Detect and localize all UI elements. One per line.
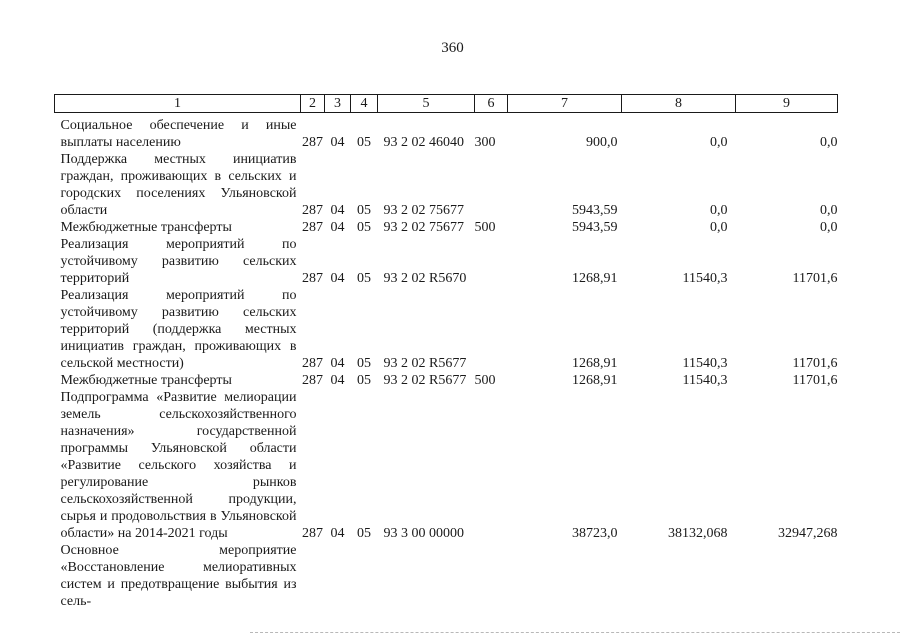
cell-amount-year1: 5943,59 (572, 220, 618, 235)
cell-expense-type (475, 287, 508, 372)
cell-expense-type (475, 389, 508, 542)
cell-subsection: 05 (357, 203, 371, 218)
cell-amount-year3 (736, 542, 838, 610)
cell-target-code (378, 542, 475, 610)
cell-subsection: 05 (357, 271, 371, 286)
cell-expense-type: 300 (474, 135, 496, 150)
cell-subsection: 05 (357, 356, 371, 371)
table-row (55, 372, 838, 389)
header-col-2: 2 (301, 95, 325, 113)
cell-admin: 287 (302, 135, 323, 150)
cell-amount-year1: 900,0 (586, 135, 618, 150)
cell-section: 04 (330, 356, 345, 371)
header-row (55, 95, 838, 113)
cell-amount-year2: 0,0 (710, 220, 728, 235)
cell-subsection: 05 (357, 526, 371, 541)
row-name: Межбюджетные трансферты (60, 220, 232, 235)
table-row (55, 151, 838, 219)
cell-amount-year1 (508, 542, 622, 610)
cell-amount-year2: 38132,068 (668, 526, 728, 541)
cell-target-code: 93 3 00 00000 (383, 526, 464, 541)
cell-amount-year3: 11701,6 (792, 373, 838, 388)
cell-expense-type (475, 151, 508, 219)
cell-amount-year2: 0,0 (710, 203, 728, 218)
cell-amount-year3: 0,0 (820, 203, 838, 218)
cell-target-code: 93 2 02 46040 (383, 135, 464, 150)
cell-amount-year1: 38723,0 (572, 526, 618, 541)
row-name: Подпрограмма «Развитие мелиорации земель сельскохозяйственного назначения» государственной программы Ульяновской области «Развитие сельского хозяйства и регулирование рынков сельскохозяйственной продукции, сырья и продовольствия в Ульяновской области» на 2014-2021 годы (60, 390, 297, 541)
cell-section: 04 (330, 373, 345, 388)
header-col-9: 9 (736, 95, 838, 113)
scan-edge-line (250, 632, 900, 633)
cell-section (325, 542, 351, 610)
cell-amount-year1: 1268,91 (572, 373, 618, 388)
cell-expense-type: 500 (474, 373, 496, 388)
row-name: Социальное обеспечение и иные выплаты населению (60, 118, 297, 150)
cell-amount-year1: 1268,91 (572, 271, 618, 286)
cell-amount-year3: 11701,6 (792, 271, 838, 286)
header-col-3: 3 (325, 95, 351, 113)
cell-target-code: 93 2 02 75677 (383, 203, 464, 218)
cell-amount-year2: 11540,3 (682, 373, 728, 388)
cell-amount-year3: 11701,6 (792, 356, 838, 371)
cell-section: 04 (330, 135, 345, 150)
header-col-5: 5 (378, 95, 475, 113)
header-col-7: 7 (508, 95, 622, 113)
cell-subsection: 05 (357, 135, 371, 150)
header-col-1: 1 (55, 95, 301, 113)
cell-target-code: 93 2 02 75677 (383, 220, 464, 235)
cell-section: 04 (330, 526, 345, 541)
cell-expense-type: 500 (474, 220, 496, 235)
cell-target-code: 93 2 02 R5677 (383, 373, 467, 388)
header-col-6: 6 (475, 95, 508, 113)
row-name: Реализация мероприятий по устойчивому развитию сельских территорий (60, 237, 297, 286)
table-row (55, 542, 838, 610)
header-col-4: 4 (351, 95, 378, 113)
budget-table (54, 94, 838, 610)
cell-admin: 287 (302, 526, 323, 541)
row-name: Межбюджетные трансферты (60, 373, 232, 388)
cell-expense-type (475, 542, 508, 610)
cell-amount-year3: 0,0 (820, 220, 838, 235)
cell-subsection: 05 (357, 373, 371, 388)
table-row (55, 219, 838, 236)
table-row (55, 236, 838, 287)
cell-admin: 287 (302, 220, 323, 235)
cell-subsection: 05 (357, 220, 371, 235)
cell-admin: 287 (302, 203, 323, 218)
table-row (55, 287, 838, 372)
cell-amount-year2: 11540,3 (682, 271, 728, 286)
cell-amount-year3: 32947,268 (778, 526, 838, 541)
cell-admin: 287 (302, 373, 323, 388)
row-name: Реализация мероприятий по устойчивому развитию сельских территорий (поддержка местных инициатив граждан, проживающих в сельской местности) (60, 288, 297, 371)
cell-admin (301, 542, 325, 610)
row-name: Основное мероприятие «Восстановление мелиоративных систем и предотвращение выбытия из сель- (60, 543, 297, 609)
cell-amount-year2: 11540,3 (682, 356, 728, 371)
cell-admin: 287 (302, 271, 323, 286)
cell-subsection (351, 542, 378, 610)
header-col-8: 8 (622, 95, 736, 113)
table-row (55, 117, 838, 151)
cell-admin: 287 (302, 356, 323, 371)
cell-amount-year1: 1268,91 (572, 356, 618, 371)
page-number: 360 (441, 40, 464, 56)
cell-expense-type (475, 236, 508, 287)
cell-section: 04 (330, 220, 345, 235)
table-row (55, 389, 838, 542)
cell-amount-year2: 0,0 (710, 135, 728, 150)
row-name: Поддержка местных инициатив граждан, проживающих в сельских и городских поселениях Ульяновской области (60, 152, 297, 218)
cell-amount-year1: 5943,59 (572, 203, 618, 218)
cell-section: 04 (330, 271, 345, 286)
cell-section: 04 (330, 203, 345, 218)
cell-amount-year3: 0,0 (820, 135, 838, 150)
cell-target-code: 93 2 02 R5670 (383, 271, 467, 286)
cell-amount-year2 (622, 542, 736, 610)
cell-target-code: 93 2 02 R5677 (383, 356, 467, 371)
